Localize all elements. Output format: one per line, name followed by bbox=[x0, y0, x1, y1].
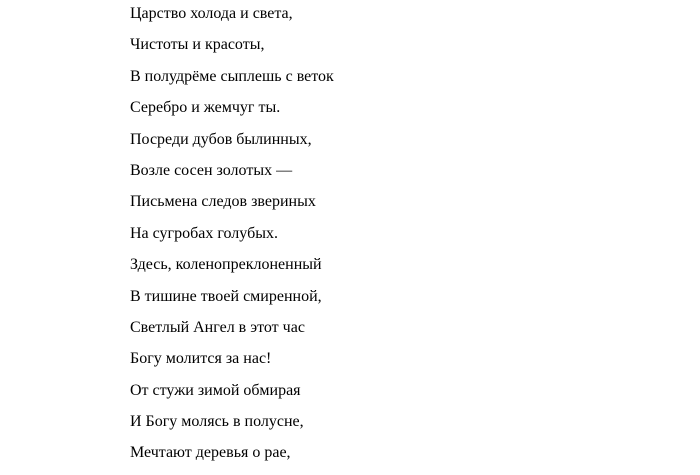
poem-line: Чистоты и красоты, bbox=[130, 36, 265, 54]
poem-line: Посреди дубов былинных, bbox=[130, 130, 312, 148]
poem-line: От стужи зимой обмирая bbox=[130, 381, 301, 399]
poem-line: Мечтают деревья о рае, bbox=[130, 444, 291, 462]
poem-line: Возле сосен золотых — bbox=[130, 161, 293, 179]
poem-line: Письмена следов звериных bbox=[130, 193, 316, 211]
poem-line: Серебро и жемчуг ты. bbox=[130, 99, 281, 117]
poem-text bbox=[130, 4, 334, 475]
poem-line: Богу молится за нас! bbox=[130, 350, 272, 368]
poem-line: На сугробах голубых. bbox=[130, 224, 278, 242]
poem-line: Здесь, коленопреклоненный bbox=[130, 256, 322, 274]
poem-line: В тишине твоей смиренной, bbox=[130, 287, 322, 305]
poem-line: Светлый Ангел в этот час bbox=[130, 318, 305, 336]
poem-line: И Богу молясь в полусне, bbox=[130, 413, 304, 431]
poem-line: Царство холода и света, bbox=[130, 5, 293, 22]
poem-line: В полудрёме сыплешь с веток bbox=[130, 67, 334, 85]
